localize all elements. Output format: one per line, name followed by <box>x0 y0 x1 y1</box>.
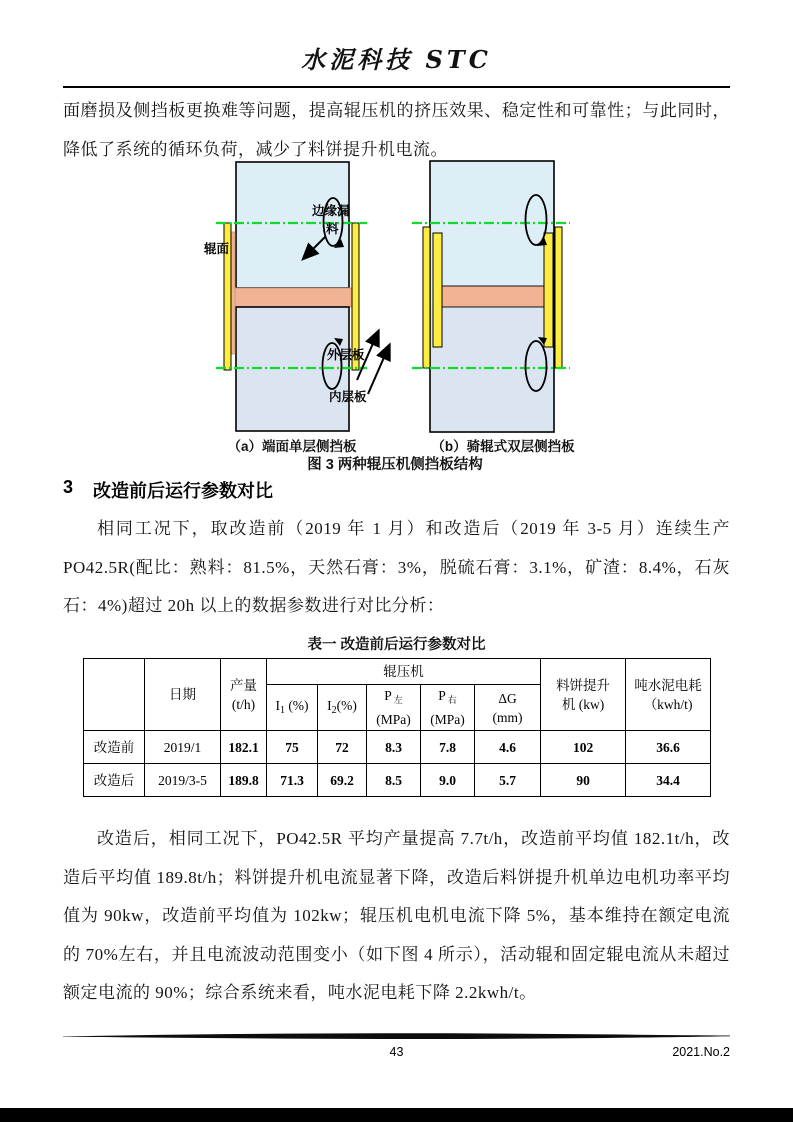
cell-i2: 69.2 <box>318 764 367 797</box>
power-label: 吨水泥电耗 <box>634 677 702 693</box>
table-row <box>84 731 711 764</box>
label-outer-plate: 外层板 <box>327 348 365 362</box>
cell-p-left: 8.3 <box>367 731 421 764</box>
page-number: 43 <box>389 1045 404 1059</box>
col-header-i2 <box>318 685 367 731</box>
col-header-power <box>626 659 711 731</box>
i2-unit: (%) <box>336 697 357 713</box>
output-unit: (t/h) <box>231 696 256 712</box>
col-header-date: 日期 <box>145 659 221 731</box>
section-number: 3 <box>63 477 74 497</box>
a-material-bed <box>226 288 353 307</box>
power-unit: （kwh/t) <box>643 696 693 712</box>
cell-i1: 75 <box>267 731 318 764</box>
group-header-roller-press: 辊压机 <box>267 659 541 685</box>
b-left-inner-baffle <box>433 233 442 347</box>
dg-label: ΔG <box>498 690 517 706</box>
p-right-sub: 右 <box>447 695 457 705</box>
label-inner-plate: 内层板 <box>329 390 367 404</box>
figure-3-caption: 图 3 两种辊压机侧挡板结构 <box>307 457 483 473</box>
cell-dg: 4.6 <box>475 731 541 764</box>
issue-number: 2021.No.2 <box>672 1045 730 1059</box>
cell-elevator: 102 <box>541 731 626 764</box>
b-material-bed <box>440 286 544 307</box>
row-label: 改造后 <box>84 764 145 797</box>
bottom-scan-bar <box>0 1108 793 1122</box>
label-edge-leak-line2: 料 <box>326 222 339 236</box>
p-left-main: P <box>384 688 392 703</box>
conditions-paragraph: 相同工况下，取改造前（2019 年 1 月）和改造后（2019 年 3-5 月）连续生产 PO42.5R(配比：熟料：81.5%，天然石膏：3%，脱硫石膏：3.1%，矿渣：8.4%，石灰石：4%)超过 20h 以上的数据参数进行对比分析： <box>63 519 730 615</box>
table-title: 表一 改造前后运行参数对比 <box>307 637 486 653</box>
i1-sub: 1 <box>279 704 285 716</box>
b-right-inner-baffle <box>544 233 553 347</box>
table-row <box>84 764 711 797</box>
cell-i1: 71.3 <box>267 764 318 797</box>
b-right-outer-baffle <box>555 227 562 368</box>
i1-main: I <box>275 697 280 713</box>
caption-a: （a）端面单层侧挡板 <box>227 439 357 454</box>
cell-dg: 5.7 <box>475 764 541 797</box>
parameters-table <box>83 658 711 797</box>
col-header-elevator <box>541 659 626 731</box>
i1-unit: (%) <box>284 697 309 713</box>
row-label: 改造前 <box>84 731 145 764</box>
i2-main: I <box>327 697 332 713</box>
i2-sub: 2 <box>331 704 337 716</box>
cell-p-left: 8.5 <box>367 764 421 797</box>
cell-p-right: 9.0 <box>421 764 475 797</box>
footer-decorative-line <box>63 1032 730 1041</box>
section-heading <box>63 477 273 503</box>
output-label: 产量 <box>230 677 257 693</box>
b-left-outer-baffle <box>423 227 430 368</box>
cell-elevator: 90 <box>541 764 626 797</box>
col-header-p-left <box>367 685 421 731</box>
header-rule <box>63 86 730 88</box>
p-left-unit: (MPa) <box>376 712 411 727</box>
elevator-unit: 机 (kw) <box>561 696 605 712</box>
col-header-dg <box>475 685 541 731</box>
cell-power: 36.6 <box>626 731 711 764</box>
label-roller-surface: 辊面 <box>204 242 230 256</box>
journal-title: 水泥科技 STC <box>301 45 492 74</box>
a-inner-plate-arrow <box>368 346 389 394</box>
section-title: 改造前后运行参数对比 <box>93 481 274 501</box>
results-paragraph: 改造后，相同工况下，PO42.5R 平均产量提高 7.7t/h，改造前平均值 182.1t/h，改造后平均值 189.8t/h；料饼提升机电流显著下降，改造后料饼提升机单边电机功率平均值为 90kw，改造前平均值为 102kw；辊压机电机电流下降 5%，基本维持在额定电流的 70%左右，并且电流波动范围变小（如下图 4 所示），活动辊和固定辊电流从未超过额定电流的 90%；综合系统来看，吨水泥电耗下降 2.2kwh/t。 <box>63 829 730 1002</box>
corner-cell <box>84 659 145 731</box>
dg-unit: (mm) <box>492 709 523 725</box>
cell-date: 2019/3-5 <box>145 764 221 797</box>
cell-p-right: 7.8 <box>421 731 475 764</box>
col-header-p-right <box>421 685 475 731</box>
label-edge-leak-line1: 边缘漏 <box>312 204 350 218</box>
p-right-unit: (MPa) <box>430 712 465 727</box>
col-header-output <box>221 659 267 731</box>
p-left-sub: 左 <box>393 695 403 705</box>
roller-press-diagram <box>150 160 640 476</box>
cell-output: 182.1 <box>221 731 267 764</box>
col-header-i1 <box>267 685 318 731</box>
caption-b: （b）骑辊式双层侧挡板 <box>431 439 575 454</box>
cell-power: 34.4 <box>626 764 711 797</box>
cell-i2: 72 <box>318 731 367 764</box>
cell-output: 189.8 <box>221 764 267 797</box>
cell-date: 2019/1 <box>145 731 221 764</box>
elevator-label: 料饼提升 <box>556 677 611 693</box>
figure-3 <box>150 160 640 476</box>
p-right-main: P <box>438 688 446 703</box>
intro-paragraph: 面磨损及侧挡板更换难等问题，提高辊压机的挤压效果、稳定性和可靠性；与此同时，降低了系统的循环负荷，减少了料饼提升机电流。 <box>63 101 730 159</box>
